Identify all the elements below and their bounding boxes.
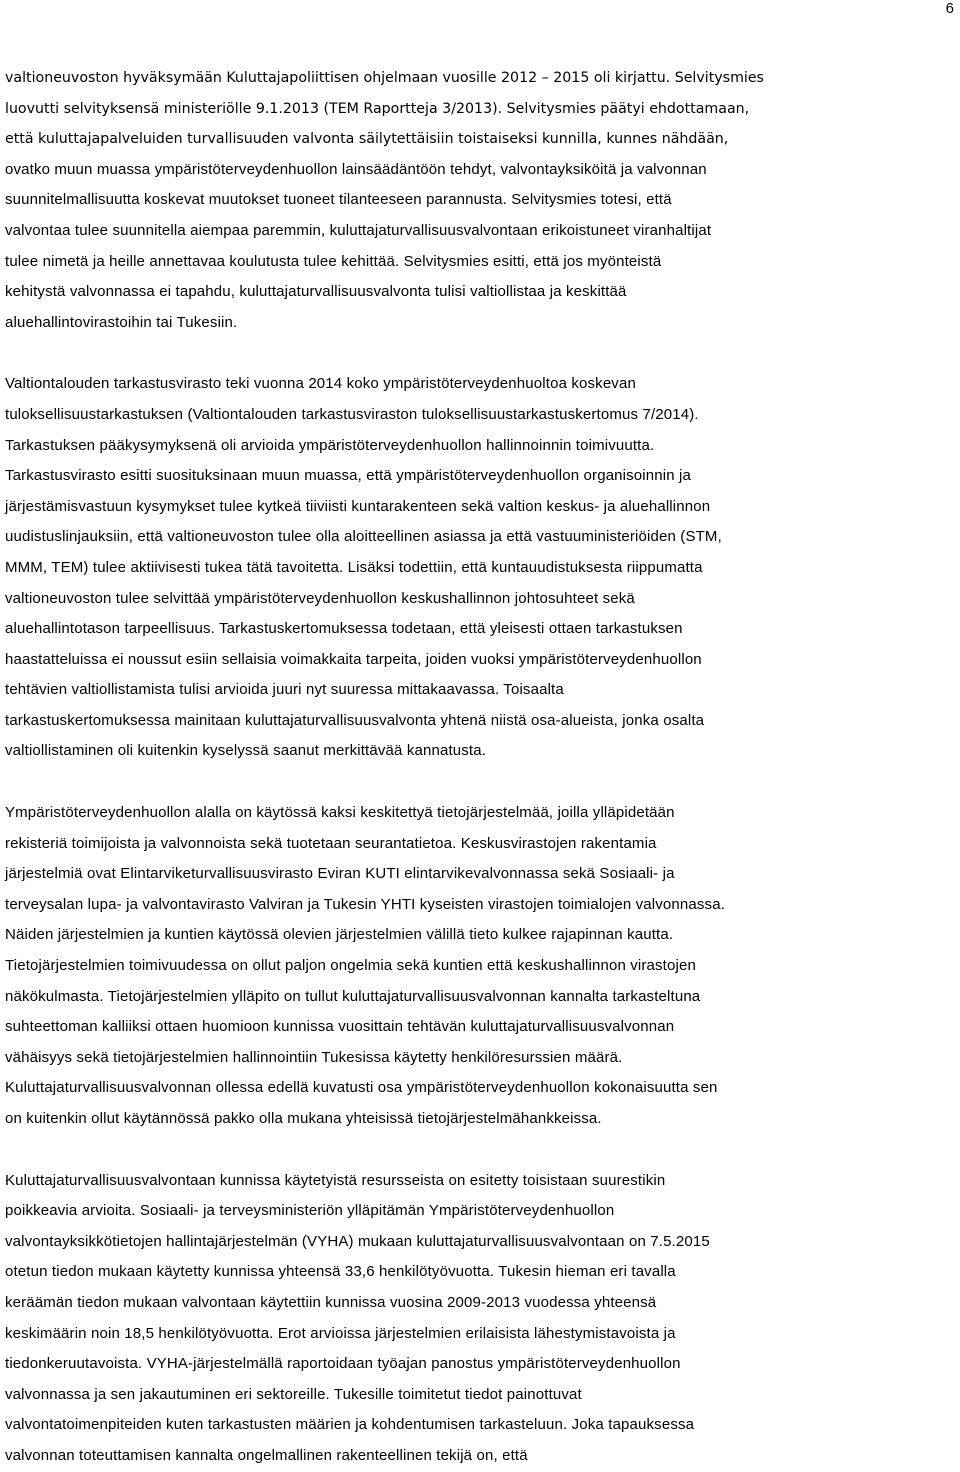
text-line: keräämän tiedon mukaan valvontaan käytettiin kunnissa vuosina 2009-2013 vuodessa yhteensä [5,1293,657,1311]
text-line: valvontatoimenpiteiden kuten tarkastusten määrien ja kohdentumisen tarkasteluun. Joka tapauksessa [5,1416,695,1434]
body-text [5,63,951,1472]
text-line: Tarkastuksen pääkysymyksenä oli arvioida ympäristöterveydenhuollon hallinnoinnin toimivuutta. [5,436,655,454]
paragraph-audit-office [5,369,951,767]
page-number: 6 [945,0,954,17]
text-line: Näiden järjestelmien ja kuntien käytössä olevien järjestelmien välillä tieto kulkee rajapinnan kautta. [5,926,674,944]
text-line: valvontaa tulee suunnitella aiempaa paremmin, kuluttajaturvallisuusvalvontaan erikoistuneet viranhaltijat [5,221,712,239]
text-line: aluehallintotason tarpeellisuus. Tarkastuskertomuksessa todetaan, että yleisesti ottaen tarkastuksen [5,620,683,638]
text-line: uudistuslinjauksiin, että valtioneuvoston tulee olla aloitteellinen asiassa ja että vastuuministeriöiden (STM, [5,528,722,546]
paragraph-gap [5,767,951,798]
text-line: näkökulmasta. Tietojärjestelmien ylläpito on tullut kuluttajaturvallisuusvalvonnan kannalta tarkasteltuna [5,987,701,1005]
paragraph-gap [5,1135,951,1166]
text-line: valvontayksikkötietojen hallintajärjestelmän (VYHA) mukaan kuluttajaturvallisuusvalvontaan on 7.5.2015 [5,1232,710,1250]
text-line: valvonnan toteuttamisen kannalta ongelmallinen rakenteellinen tekijä on, että [5,1446,528,1464]
text-line: MMM, TEM) tulee aktiivisesti tukea tätä tavoitetta. Lisäksi todettiin, että kuntauudistuksesta riippumatta [5,558,703,576]
text-line: Tietojärjestelmien toimivuudessa on ollut paljon ongelmia sekä kuntien että keskushallinnon virastojen [5,957,696,975]
text-line: luovutti selvityksensä ministeriölle 9.1.2013 (TEM Raportteja 3/2013). Selvitysmies päätyi ehdottamaan, [5,100,750,117]
text-line: valvonnassa ja sen jakautuminen eri sektoreille. Tukesille toimitetut tiedot painottuvat [5,1385,582,1403]
text-line: on kuitenkin ollut käytännössä pakko olla mukana yhteisissä tietojärjestelmähankkeissa. [5,1110,602,1127]
text-line: Ympäristöterveydenhuollon alalla on käytössä kaksi keskitettyä tietojärjestelmää, joilla ylläpidetään [5,804,675,822]
paragraph-gap [5,338,951,369]
text-line: haastatteluissa ei noussut esiin sellaisia voimakkaita tarpeita, joiden vuoksi ympäristöterveydenhuollon [5,650,702,668]
text-line: tuloksellisuustarkastuksen (Valtiontalouden tarkastusviraston tuloksellisuustarkastuskertomus 7/2014). [5,405,699,423]
text-line: Valtiontalouden tarkastusvirasto teki vuonna 2014 koko ympäristöterveydenhuoltoa koskevan [5,375,636,393]
text-line: aluehallintovirastoihin tai Tukesiin. [5,313,238,331]
paragraph-consumer-policy [5,63,951,338]
text-line: tehtävien valtiollistamista tulisi arvioida juuri nyt suuressa mittakaavassa. Toisaalta [5,681,564,699]
text-line: valtioneuvoston tulee selvittää ympäristöterveydenhuollon keskushallinnon johtosuhteet sekä [5,589,635,607]
text-line: tarkastuskertomuksessa mainitaan kuluttajaturvallisuusvalvonta yhtenä niistä osa-alueista, jonka osalta [5,711,705,729]
text-line: tulee nimetä ja heille annettavaa koulutusta tulee kehittää. Selvitysmies esitti, että jos myönteistä [5,252,662,270]
text-line: suunnitelmallisuutta koskevat muutokset tuoneet tilanteeseen parannusta. Selvitysmies totesi, että [5,191,672,209]
text-line: että kuluttajapalveluiden turvallisuuden valvonta säilytettäisiin toistaiseksi kunnilla, kunnes nähdään, [5,131,729,148]
text-line: suhteettoman kalliiksi ottaen huomioon kunnissa vuosittain tehtävän kuluttajaturvallisuusvalvonnan [5,1018,675,1036]
text-line: terveysalan lupa- ja valvontavirasto Valviran ja Tukesin YHTI kyseisten virastojen toimialojen valvonnassa. [5,895,726,913]
text-line: otetun tiedon mukaan käytetty kunnissa yhteensä 33,6 henkilötyövuotta. Tukesin hieman eri tavalla [5,1263,676,1281]
text-line: keskimäärin noin 18,5 henkilötyövuotta. Erot arvioissa järjestelmien erilaisista lähestymistavoista ja [5,1324,676,1342]
text-line: tiedonkeruutavoista. VYHA-järjestelmällä raportoidaan työajan panostus ympäristöterveydenhuollon [5,1355,681,1373]
text-line: Tarkastusvirasto esitti suosituksinaan muun muassa, että ympäristöterveydenhuollon organisoinnin ja [5,467,692,485]
paragraph-resources [5,1166,951,1472]
paragraph-information-systems [5,798,951,1135]
text-line: vähäisyys sekä tietojärjestelmien hallinnointiin Tukesissa käytetty henkilöresurssien määrä. [5,1048,623,1066]
text-line: rekisteriä toimijoista ja valvonnoista sekä tuotetaan seurantatietoa. Keskusvirastojen rakentamia [5,834,657,852]
text-line: Kuluttajaturvallisuusvalvonnan ollessa edellä kuvatusti osa ympäristöterveydenhuollon kokonaisuutta sen [5,1079,718,1097]
text-line: Kuluttajaturvallisuusvalvontaan kunnissa käytetyistä resursseista on esitetty toisistaan suurestikin [5,1171,666,1189]
text-line: valtioneuvoston hyväksymään Kuluttajapoliittisen ohjelmaan vuosille 2012 – 2015 oli kirjattu. Selvitysmies [5,70,764,86]
text-line: järjestämisvastuun kysymykset tulee kytkeä tiiviisti kuntarakenteen sekä valtion keskus- ja aluehallinnon [5,497,711,515]
text-line: valtiollistaminen oli kuitenkin kyselyssä saanut merkittävää kannatusta. [5,742,487,760]
text-line: kehitystä valvonnassa ei tapahdu, kuluttajaturvallisuusvalvonta tulisi valtiollistaa ja keskittää [5,283,627,301]
text-line: ovatko muun muassa ympäristöterveydenhuollon lainsäädäntöön tehdyt, valvontayksiköitä ja valvonnan [5,160,707,178]
text-line: poikkeavia arvioita. Sosiaali- ja terveysministeriön ylläpitämän Ympäristöterveydenhuollon [5,1202,615,1220]
text-line: järjestelmiä ovat Elintarviketurvallisuusvirasto Eviran KUTI elintarvikevalvonnassa sekä Sosiaali- ja [5,865,675,883]
